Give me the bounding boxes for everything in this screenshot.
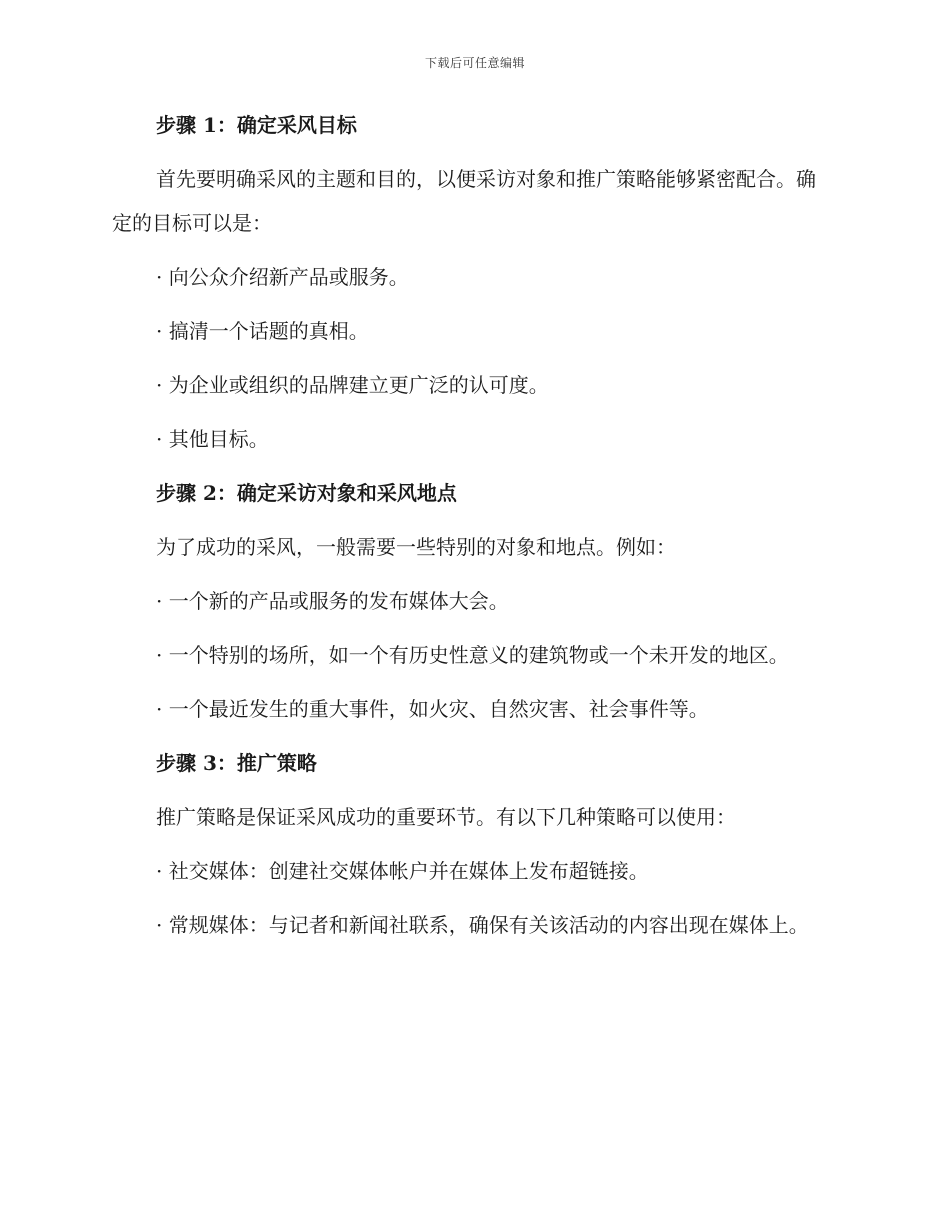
section-heading: 步骤 3：推广策略 [156, 751, 317, 775]
bullet-item: · 一个新的产品或服务的发布媒体大会。 [156, 589, 509, 613]
bullet-item: · 一个最近发生的重大事件，如火灾、自然灾害、社会事件等。 [156, 697, 709, 721]
section-heading: 步骤 2：确定采访对象和采风地点 [156, 481, 457, 505]
bullet-item: · 向公众介绍新产品或服务。 [156, 265, 409, 289]
section-intro: 首先要明确采风的主题和目的，以便采访对象和推广策略能够紧密配合。确定的目标可以是： [112, 167, 816, 235]
section-heading: 步骤 1：确定采风目标 [156, 113, 357, 137]
bullet-item: · 一个特别的场所，如一个有历史性意义的建筑物或一个未开发的地区。 [156, 643, 789, 667]
bullet-item: · 搞清一个话题的真相。 [156, 319, 369, 343]
bullet-item: · 社交媒体：创建社交媒体帐户并在媒体上发布超链接。 [156, 859, 649, 883]
page-header: 下载后可任意编辑 [424, 56, 525, 70]
bullet-item: · 常规媒体：与记者和新闻社联系，确保有关该活动的内容出现在媒体上。 [156, 913, 809, 937]
section-intro: 推广策略是保证采风成功的重要环节。有以下几种策略可以使用： [156, 805, 736, 829]
document-body [112, 103, 828, 957]
bullet-item: · 为企业或组织的品牌建立更广泛的认可度。 [156, 373, 549, 397]
bullet-item: · 其他目标。 [156, 427, 269, 451]
section-intro: 为了成功的采风，一般需要一些特别的对象和地点。例如： [156, 535, 676, 559]
